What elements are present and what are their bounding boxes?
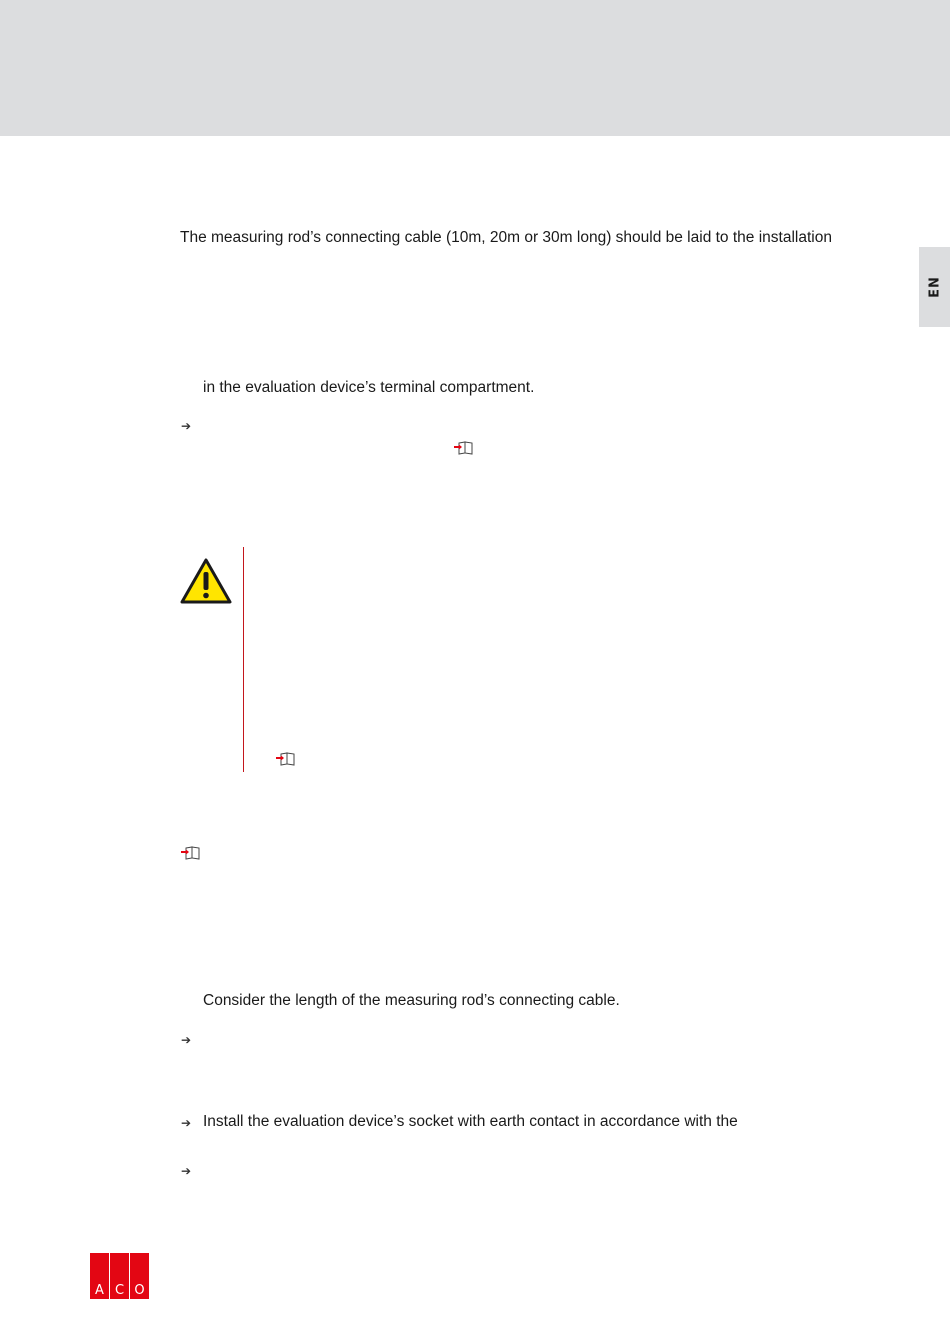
arrow-right-icon: ➔ [181, 1033, 192, 1047]
arrow-right-icon: ➔ [181, 1164, 192, 1178]
paragraph-consider-length: Consider the length of the measuring rod’s connecting cable. [203, 992, 620, 1009]
book-reference-icon [454, 441, 474, 455]
aco-logo [90, 1253, 150, 1299]
language-tab[interactable] [919, 247, 950, 327]
header-band [0, 0, 950, 136]
arrow-right-icon: ➔ [181, 1116, 192, 1130]
warning-triangle-icon [180, 557, 232, 605]
book-reference-icon [181, 846, 201, 860]
paragraph-install-socket: Install the evaluation device’s socket with earth contact in accordance with the [203, 1113, 738, 1130]
logo-letter: C [114, 1283, 125, 1298]
paragraph-cable-laying: The measuring rod’s connecting cable (10m, 20m or 30m long) should be laid to the installation [180, 229, 832, 246]
language-tab-label: EN [927, 276, 942, 298]
paragraph-terminal-compartment: in the evaluation device’s terminal compartment. [203, 379, 535, 396]
book-reference-icon [276, 752, 296, 766]
logo-letter: A [95, 1283, 104, 1298]
logo-letter: O [134, 1283, 145, 1298]
warning-divider [243, 547, 244, 772]
arrow-right-icon: ➔ [181, 419, 192, 433]
